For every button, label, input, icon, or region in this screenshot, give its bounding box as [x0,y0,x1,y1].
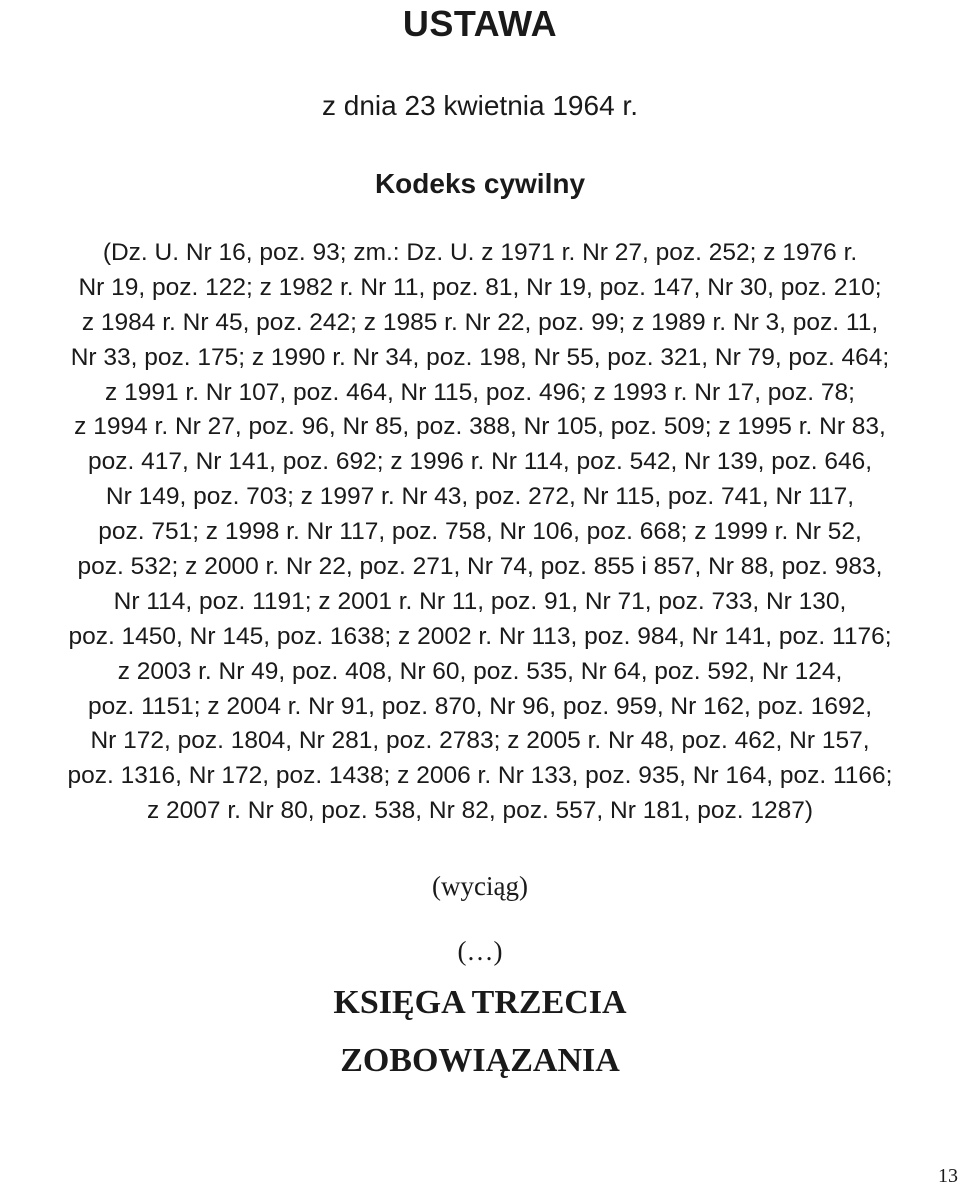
reference-line: Nr 33, poz. 175; z 1990 r. Nr 34, poz. 198, Nr 55, poz. 321, Nr 79, poz. 464; [70,343,890,371]
reference-line: (Dz. U. Nr 16, poz. 93; zm.: Dz. U. z 1971 r. Nr 27, poz. 252; z 1976 r. [102,239,858,266]
reference-line: poz. 1450, Nr 145, poz. 1638; z 2002 r. Nr 113, poz. 984, Nr 141, poz. 1176; [68,622,892,650]
reference-line: poz. 751; z 1998 r. Nr 117, poz. 758, Nr 106, poz. 668; z 1999 r. Nr 52, [98,518,862,546]
reference-line: Nr 19, poz. 122; z 1982 r. Nr 11, poz. 81, Nr 19, poz. 147, Nr 30, poz. 210; [78,273,882,301]
reference-line: Nr 149, poz. 703; z 1997 r. Nr 43, poz. 272, Nr 115, poz. 741, Nr 117, [105,483,855,511]
book-title: KSIĘGA TRZECIA [333,984,627,1021]
book-subtitle: ZOBOWIĄZANIA [340,1042,620,1079]
document-subtitle: Kodeks cywilny [374,168,586,199]
reference-line: z 1994 r. Nr 27, poz. 96, Nr 85, poz. 388, Nr 105, poz. 509; z 1995 r. Nr 83, [74,413,886,441]
reference-line: poz. 1151; z 2004 r. Nr 91, poz. 870, Nr 96, poz. 959, Nr 162, poz. 1692, [87,692,873,720]
reference-line: poz. 417, Nr 141, poz. 692; z 1996 r. Nr 114, poz. 542, Nr 139, poz. 646, [87,448,873,476]
extract-note: (wyciąg) [432,871,528,901]
document-title: USTAWA [402,3,558,44]
omission-marker: (…) [457,936,503,966]
reference-line: z 2003 r. Nr 49, poz. 408, Nr 60, poz. 535, Nr 64, poz. 592, Nr 124, [117,657,843,685]
legal-references [0,236,960,829]
reference-line: poz. 532; z 2000 r. Nr 22, poz. 271, Nr 74, poz. 855 i 857, Nr 88, poz. 983, [77,553,883,581]
reference-line: Nr 172, poz. 1804, Nr 281, poz. 2783; z 2005 r. Nr 48, poz. 462, Nr 157, [90,727,870,755]
page-number: 13 [938,1165,958,1187]
reference-line: Nr 114, poz. 1191; z 2001 r. Nr 11, poz. 91, Nr 71, poz. 733, Nr 130, [113,587,847,615]
reference-line: z 1991 r. Nr 107, poz. 464, Nr 115, poz. 496; z 1993 r. Nr 17, poz. 78; [105,378,855,406]
document-date: z dnia 23 kwietnia 1964 r. [322,90,638,121]
reference-line: z 2007 r. Nr 80, poz. 538, Nr 82, poz. 557, Nr 181, poz. 1287) [147,797,813,825]
reference-line: poz. 1316, Nr 172, poz. 1438; z 2006 r. Nr 133, poz. 935, Nr 164, poz. 1166; [67,762,893,790]
reference-line: z 1984 r. Nr 45, poz. 242; z 1985 r. Nr 22, poz. 99; z 1989 r. Nr 3, poz. 11, [81,308,879,336]
